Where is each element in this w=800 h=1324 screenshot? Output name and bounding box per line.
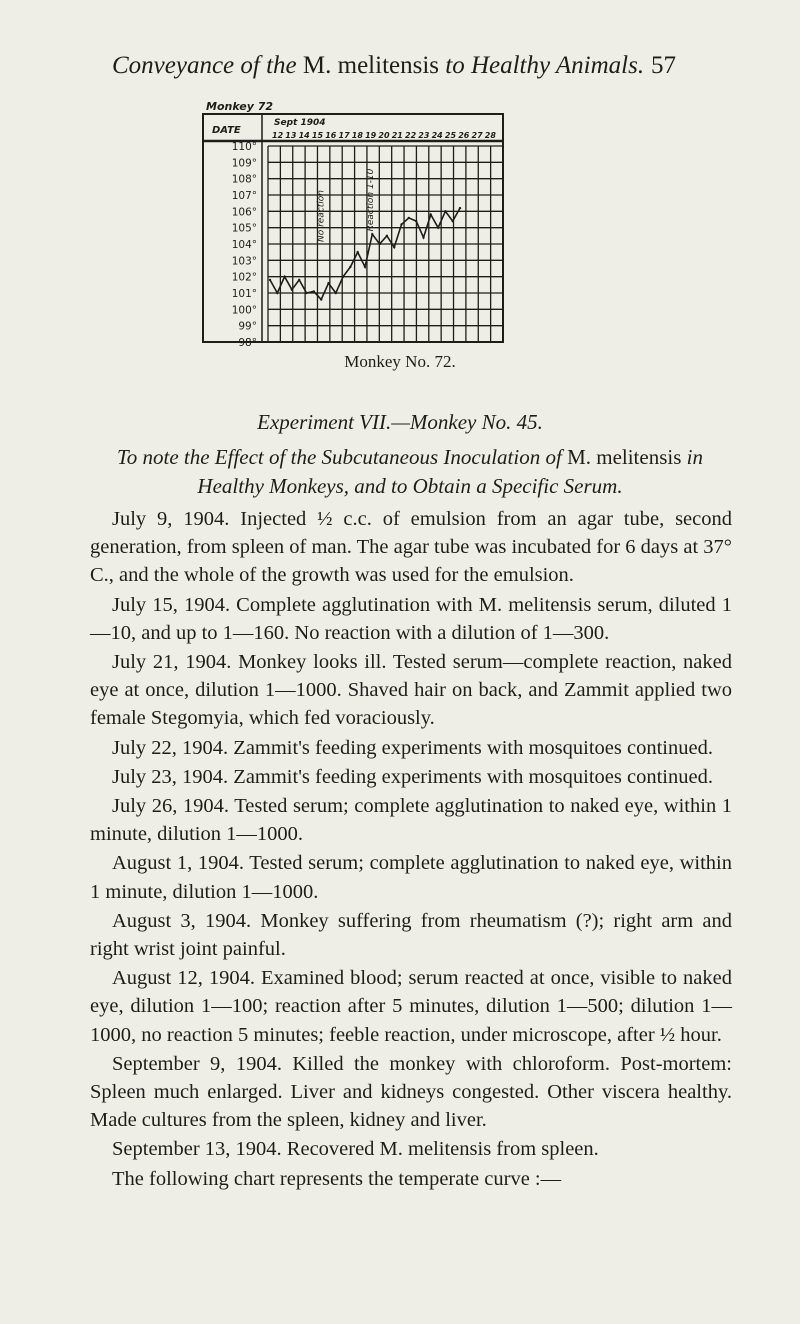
temperature-point [437,227,439,229]
temperature-point [422,236,424,238]
temperature-point [430,213,432,215]
temperature-chart [0,0,800,364]
experiment-title: Experiment VII.—Monkey No. 45. [257,410,543,434]
log-entry: September 9, 1904. Killed the monkey with chloroform. Post-mortem: Spleen much enlarged. Liver and kidneys congested. Other viscera healthy. Made cultures from the spleen, kidney and liver. [90,1052,732,1132]
x-tick-label: 12 [272,131,284,140]
running-head-pre: Conveyance of the [112,52,297,79]
y-tick-label: 107° [231,190,257,202]
log-entry: July 21, 1904. Monkey looks ill. Tested serum—complete reaction, naked eye at once, dilution 1—1000. Shaved hair on back, and Zammit applied two female Stegomyia, which fed voraciously. [90,651,732,730]
temperature-point [364,266,366,268]
y-tick-label: 100° [231,304,257,317]
temperature-point [349,266,351,268]
log-entry: July 22, 1904. Zammit's feeding experiments with mosquitoes continued. [112,736,713,759]
temperature-point [386,235,388,237]
temperature-point [313,290,315,292]
chart-caption: Monkey No. 72. [344,352,456,371]
x-tick-label: 13 [285,131,297,140]
log-entry: July 9, 1904. Injected ½ c.c. of emulsion from an agar tube, second generation, from spleen of man. The agar tube was incubated for 6 days at 37° C., and the whole of the growth was used for the emulsion. [90,508,732,587]
subtitle-part-a: To note the Effect of the Subcutaneous Inoculation of [116,445,562,469]
subtitle-organism: M. melitensis [567,445,682,469]
temperature-point [283,276,285,278]
y-tick-label: 110° [231,141,257,153]
y-tick-label: 102° [231,271,257,284]
x-tick-label: 27 [471,131,483,140]
y-tick-label: 103° [231,255,257,268]
x-tick-label: 24 [431,131,443,140]
x-tick-label: 18 [351,131,363,140]
x-tick-label: 20 [378,131,390,140]
y-tick-label: 101° [231,288,257,300]
x-tick-label: 23 [418,131,430,140]
x-tick-label: 25 [444,131,457,140]
y-tick-label: 98° [238,337,257,349]
temperature-point [327,282,329,284]
log-entry: August 1, 1904. Tested serum; complete agglutination to naked eye, within 1 minute, dilution 1—1000. [90,852,732,903]
x-tick-label: 19 [365,131,377,140]
temperature-point [400,223,402,225]
running-head-post: to Healthy Animals. [445,52,645,79]
corner-label: DATE [212,125,241,136]
temperature-point [305,292,307,294]
temperature-point [415,220,417,222]
temperature-point [335,292,337,294]
x-tick-label: 28 [484,131,496,140]
temperature-point [276,292,278,294]
y-tick-label: 99° [238,320,257,333]
temperature-point [444,210,446,212]
log-entry: September 13, 1904. Recovered M. melitensis from spleen. [112,1138,599,1161]
temperature-chart-svg [0,0,800,360]
log-entry: July 23, 1904. Zammit's feeding experiments with mosquitoes continued. [112,765,713,788]
subtitle-line-2: Healthy Monkeys, and to Obtain a Specific Serum. [197,474,623,498]
temperature-point [298,279,300,281]
log-entry: July 26, 1904. Tested serum; complete agglutination to naked eye, within 1 minute, dilution 1—1000. [90,795,732,846]
temperature-point [393,246,395,248]
log-entry: July 15, 1904. Complete agglutination with M. melitensis serum, diluted 1—10, and up to 1—160. No reaction with a dilution of 1—300. [90,593,732,644]
temperature-point [357,251,359,253]
log-entry: The following chart represents the temperate curve :— [112,1167,562,1190]
temperature-point [320,298,322,300]
experiment-subtitle [90,443,730,501]
temperature-point [459,207,461,209]
y-tick-label: 104° [231,239,257,251]
temperature-line [270,208,460,299]
x-tick-label: 22 [405,131,417,140]
y-tick-label: 108° [231,173,257,186]
y-tick-label: 106° [231,206,257,219]
experiment-log [90,505,732,1194]
x-tick-label: 21 [391,131,403,140]
chart-title: Monkey 72 [206,100,274,113]
x-tick-label: 15 [311,131,324,140]
page-number: 57 [651,52,676,79]
temperature-point [378,243,380,245]
x-tick-label: 16 [325,131,337,140]
log-entry: August 12, 1904. Examined blood; serum reacted at once, visible to naked eye, dilution 1—100; reaction after 5 minutes, dilution 1—500; dilution 1—1000, no reaction 5 minutes; feeble reaction, under microscope, after ½ hour. [90,967,732,1046]
x-header: Sept 1904 [274,118,326,128]
y-tick-label: 105° [231,222,257,235]
x-tick-label: 17 [338,131,350,140]
log-entry: August 3, 1904. Monkey suffering from rheumatism (?); right arm and right wrist joint painful. [90,909,732,961]
subtitle-part-c: in [686,445,703,469]
annotation-reaction: Reaction 1-10 [366,168,377,232]
x-tick-label: 26 [458,131,470,140]
temperature-point [408,217,410,219]
x-tick-label: 14 [298,131,310,140]
temperature-point [291,289,293,291]
y-tick-label: 109° [231,157,257,170]
temperature-point [371,233,373,235]
temperature-point [269,279,271,281]
annotation-no-reaction: No reaction [316,189,327,243]
temperature-point [452,220,454,222]
temperature-point [342,276,344,278]
running-head-organism: M. melitensis [302,52,440,79]
